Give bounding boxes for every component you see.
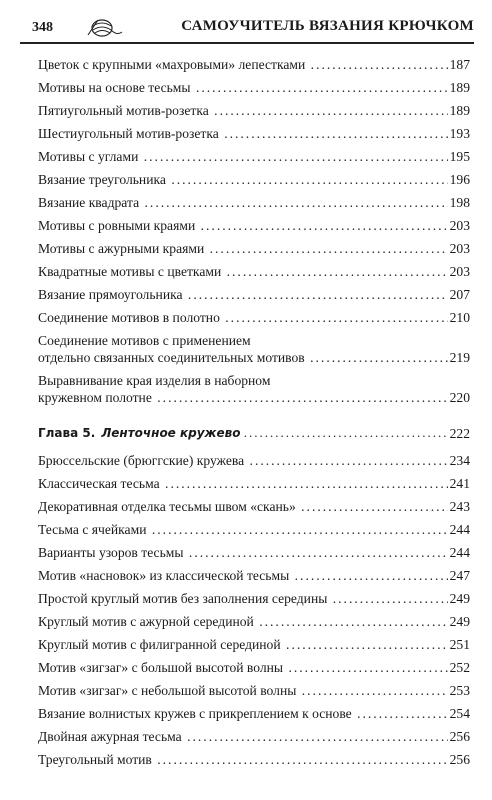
toc-entry-title: Вязание прямоугольника bbox=[38, 287, 183, 302]
toc-entry-page: 256 bbox=[449, 729, 470, 744]
toc-entry-title: Вязание волнистых кружев с прикреплением к основе bbox=[38, 706, 352, 721]
toc-entry bbox=[38, 79, 470, 96]
toc-entry-page: 247 bbox=[449, 568, 470, 583]
toc-entry bbox=[38, 372, 470, 406]
toc-entry-page: 203 bbox=[449, 218, 470, 233]
toc-entry bbox=[38, 705, 470, 722]
toc-entry bbox=[38, 148, 470, 165]
toc-entry bbox=[38, 56, 470, 73]
toc-entry-title: Брюссельские (брюггские) кружева bbox=[38, 453, 245, 468]
toc-entry bbox=[38, 682, 470, 699]
toc-entry-title: Круглый мотив с ажурной серединой bbox=[38, 614, 254, 629]
toc-entry bbox=[38, 286, 470, 303]
page-number: 348 bbox=[32, 20, 53, 35]
toc-entry-title: Квадратные мотивы с цветками bbox=[38, 264, 222, 279]
toc-entry-page: 210 bbox=[449, 310, 470, 325]
toc-entry-page: 244 bbox=[449, 522, 470, 537]
chapter-number: Глава 5. bbox=[38, 426, 96, 440]
toc-entry-page: 241 bbox=[449, 476, 470, 491]
toc-entry-page: 195 bbox=[449, 149, 470, 164]
toc-entry-title: Соединение мотивов в полотно bbox=[38, 310, 220, 325]
toc-entry bbox=[38, 309, 470, 326]
toc-entry bbox=[38, 452, 470, 469]
toc-entry bbox=[38, 332, 470, 366]
toc-entry bbox=[38, 263, 470, 280]
toc-entry-page: 203 bbox=[449, 264, 470, 279]
chapter-page: 222 bbox=[449, 426, 470, 441]
toc-entry-page: 249 bbox=[449, 614, 470, 629]
toc-entry-title: Мотив «насновок» из классической тесьмы bbox=[38, 568, 290, 583]
toc-entry-title: Двойная ажурная тесьма bbox=[38, 729, 182, 744]
toc-entry-title: Треугольный мотив bbox=[38, 752, 152, 767]
toc-entry-title: Круглый мотив с филигранной серединой bbox=[38, 637, 281, 652]
toc-entry bbox=[38, 590, 470, 607]
toc-entry-page: 252 bbox=[449, 660, 470, 675]
toc-entry-page: 256 bbox=[449, 752, 470, 767]
toc-entry bbox=[38, 636, 470, 653]
toc-entry bbox=[38, 659, 470, 676]
toc-entry bbox=[38, 567, 470, 584]
toc-entry-page: 253 bbox=[449, 683, 470, 698]
toc-entry-page: 254 bbox=[449, 706, 470, 721]
toc-entry-title: Простой круглый мотив без заполнения середины bbox=[38, 591, 328, 606]
toc-entry-title: Мотив «зигзаг» с большой высотой волны bbox=[38, 660, 284, 675]
toc-entry-page: 249 bbox=[449, 591, 470, 606]
toc-entry-title: Вязание треугольника bbox=[38, 172, 166, 187]
toc-entry-title-line2: отдельно связанных соединительных мотивов bbox=[38, 350, 305, 365]
toc-entry-page: 193 bbox=[449, 126, 470, 141]
toc-entry bbox=[38, 544, 470, 561]
toc-entry-page: 251 bbox=[449, 637, 470, 652]
toc-entry bbox=[38, 102, 470, 119]
toc-entry-title: Декоративная отделка тесьмы швом «скань» bbox=[38, 499, 296, 514]
toc-entry-title: Шестиугольный мотив-розетка bbox=[38, 126, 219, 141]
toc-entry-title: Тесьма с ячейками bbox=[38, 522, 147, 537]
toc-entry-title: Вязание квадрата bbox=[38, 195, 140, 210]
toc-entry bbox=[38, 498, 470, 515]
toc-entry-title: Мотив «зигзаг» с небольшой высотой волны bbox=[38, 683, 297, 698]
chapter-title: Ленточное кружево bbox=[101, 426, 241, 440]
toc-entry-title: Цветок с крупными «махровыми» лепестками bbox=[38, 57, 306, 72]
book-title: САМОУЧИТЕЛЬ ВЯЗАНИЯ КРЮЧКОМ bbox=[181, 18, 474, 34]
toc-entry-page: 243 bbox=[449, 499, 470, 514]
toc-entry-page: 196 bbox=[449, 172, 470, 187]
toc-entry-page: 189 bbox=[449, 103, 470, 118]
ball-of-yarn-icon bbox=[84, 16, 124, 38]
toc-entry-title-line1: Выравнивание края изделия в наборном bbox=[38, 373, 271, 388]
toc-entry bbox=[38, 217, 470, 234]
toc-entry-page: 234 bbox=[449, 453, 470, 468]
toc-entry-title-line2: кружевном полотне bbox=[38, 390, 152, 405]
toc-entry-title-line1: Соединение мотивов с применением bbox=[38, 333, 251, 348]
table-of-contents bbox=[38, 56, 470, 774]
toc-entry-title: Мотивы на основе тесьмы bbox=[38, 80, 191, 95]
toc-entry-title: Мотивы с ровными краями bbox=[38, 218, 196, 233]
toc-entry-page: 203 bbox=[449, 241, 470, 256]
toc-entry-title: Пятиугольный мотив-розетка bbox=[38, 103, 209, 118]
toc-entry-title: Варианты узоров тесьмы bbox=[38, 545, 184, 560]
toc-entry-page: 198 bbox=[449, 195, 470, 210]
toc-entry bbox=[38, 194, 470, 211]
toc-entry bbox=[38, 613, 470, 630]
toc-entry-page: 189 bbox=[449, 80, 470, 95]
toc-entry bbox=[38, 171, 470, 188]
toc-entry-page: 187 bbox=[449, 57, 470, 72]
toc-entry bbox=[38, 521, 470, 538]
page-header bbox=[20, 14, 474, 44]
toc-entry-page: 219 bbox=[449, 350, 470, 365]
toc-entry bbox=[38, 475, 470, 492]
toc-entry bbox=[38, 240, 470, 257]
toc-entry-title: Классическая тесьма bbox=[38, 476, 160, 491]
toc-entry-title: Мотивы с ажурными краями bbox=[38, 241, 205, 256]
toc-entry-page: 220 bbox=[449, 390, 470, 405]
toc-entry bbox=[38, 125, 470, 142]
toc-entry bbox=[38, 751, 470, 768]
toc-entry-page: 244 bbox=[449, 545, 470, 560]
toc-entry-title: Мотивы с углами bbox=[38, 149, 139, 164]
chapter-heading bbox=[38, 424, 470, 442]
toc-entry bbox=[38, 728, 470, 745]
toc-entry-page: 207 bbox=[449, 287, 470, 302]
